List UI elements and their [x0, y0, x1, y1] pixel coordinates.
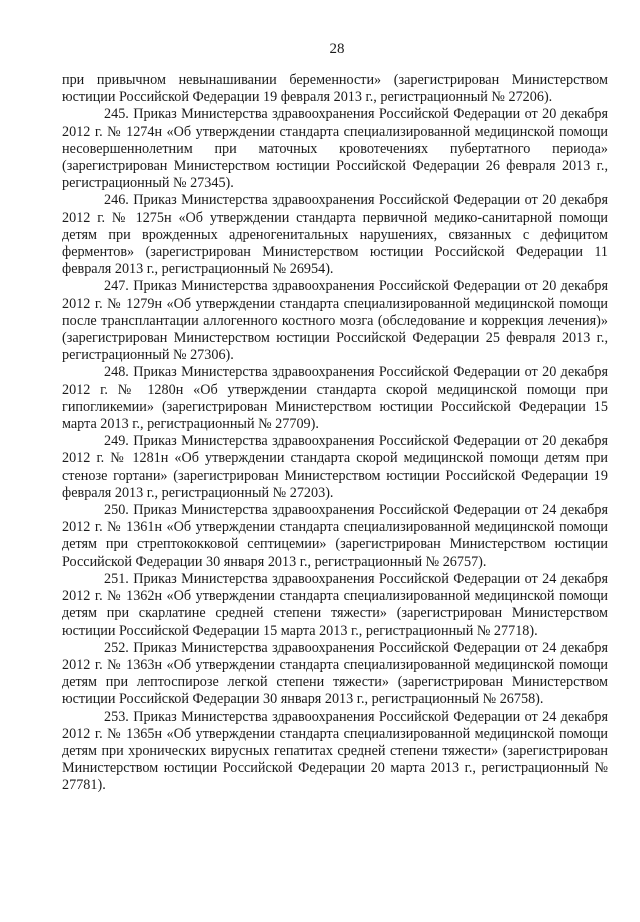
- paragraph-item-248: 248. Приказ Министерства здравоохранения Российской Федерации от 20 декабря 2012 г. № 1280н «Об утверждении стандарта скорой медицинской помощи при гипогликемии» (зарегистрирован Министерством юстиции Российской Федерации 15 марта 2013 г., регистрационный № 27709).: [62, 364, 608, 433]
- paragraph-item-252: 252. Приказ Министерства здравоохранения Российской Федерации от 24 декабря 2012 г. № 1363н «Об утверждении стандарта специализированной медицинской помощи детям при лептоспирозе легкой степени тяжести» (зарегистрирован Министерством юстиции Российской Федерации 30 января 2013 г., регистрационный № 26758).: [62, 639, 608, 708]
- paragraph-continuation: при привычном невынашивании беременности» (зарегистрирован Министерством юстиции Российской Федерации 19 февраля 2013 г., регистрационный № 27206).: [62, 72, 608, 106]
- paragraph-item-251: 251. Приказ Министерства здравоохранения Российской Федерации от 24 декабря 2012 г. № 1362н «Об утверждении стандарта специализированной медицинской помощи детям при скарлатине средней степени тяжести» (зарегистрирован Министерством юстиции Российской Федерации 15 марта 2013 г., регистрационный № 27718).: [62, 570, 608, 639]
- paragraph-item-246: 246. Приказ Министерства здравоохранения Российской Федерации от 20 декабря 2012 г. № 1275н «Об утверждении стандарта первичной медико-санитарной помощи детям при врожденных адреногенитальных нарушениях, связанных с дефицитом ферментов» (зарегистрирован Министерством юстиции Российской Федерации 11 февраля 2013 г., регистрационный № 26954).: [62, 192, 608, 278]
- paragraph-item-247: 247. Приказ Министерства здравоохранения Российской Федерации от 20 декабря 2012 г. № 1279н «Об утверждении стандарта специализированной медицинской помощи после трансплантации аллогенного костного мозга (обследование и коррекция лечения)» (зарегистрирован Министерством юстиции Российской Федерации 25 февраля 2013 г., регистрационный № 27306).: [62, 278, 608, 364]
- paragraph-item-249: 249. Приказ Министерства здравоохранения Российской Федерации от 20 декабря 2012 г. № 1281н «Об утверждении стандарта скорой медицинской помощи детям при стенозе гортани» (зарегистрирован Министерством юстиции Российской Федерации 19 февраля 2013 г., регистрационный № 27203).: [62, 433, 608, 501]
- page-number: 28: [329, 41, 345, 57]
- paragraph-item-250: 250. Приказ Министерства здравоохранения Российской Федерации от 24 декабря 2012 г. № 1361н «Об утверждении стандарта специализированной медицинской помощи детям при стрептококковой септицемии» (зарегистрирован Министерством юстиции Российской Федерации 30 января 2013 г., регистрационный № 26757).: [62, 502, 608, 570]
- paragraph-item-245: 245. Приказ Министерства здравоохранения Российской Федерации от 20 декабря 2012 г. № 1274н «Об утверждении стандарта специализированной медицинской помощи несовершеннолетним при маточных кровотечениях пубертатного периода» (зарегистрирован Министерством юстиции Российской Федерации 26 февраля 2013 г., регистрационный № 27345).: [62, 106, 608, 192]
- paragraph-item-253: 253. Приказ Министерства здравоохранения Российской Федерации от 24 декабря 2012 г. № 1365н «Об утверждении стандарта специализированной медицинской помощи детям при хронических вирусных гепатитах средней степени тяжести» (зарегистрирован Министерством юстиции Российской Федерации 20 марта 2013 г., регистрационный № 27781).: [62, 708, 608, 794]
